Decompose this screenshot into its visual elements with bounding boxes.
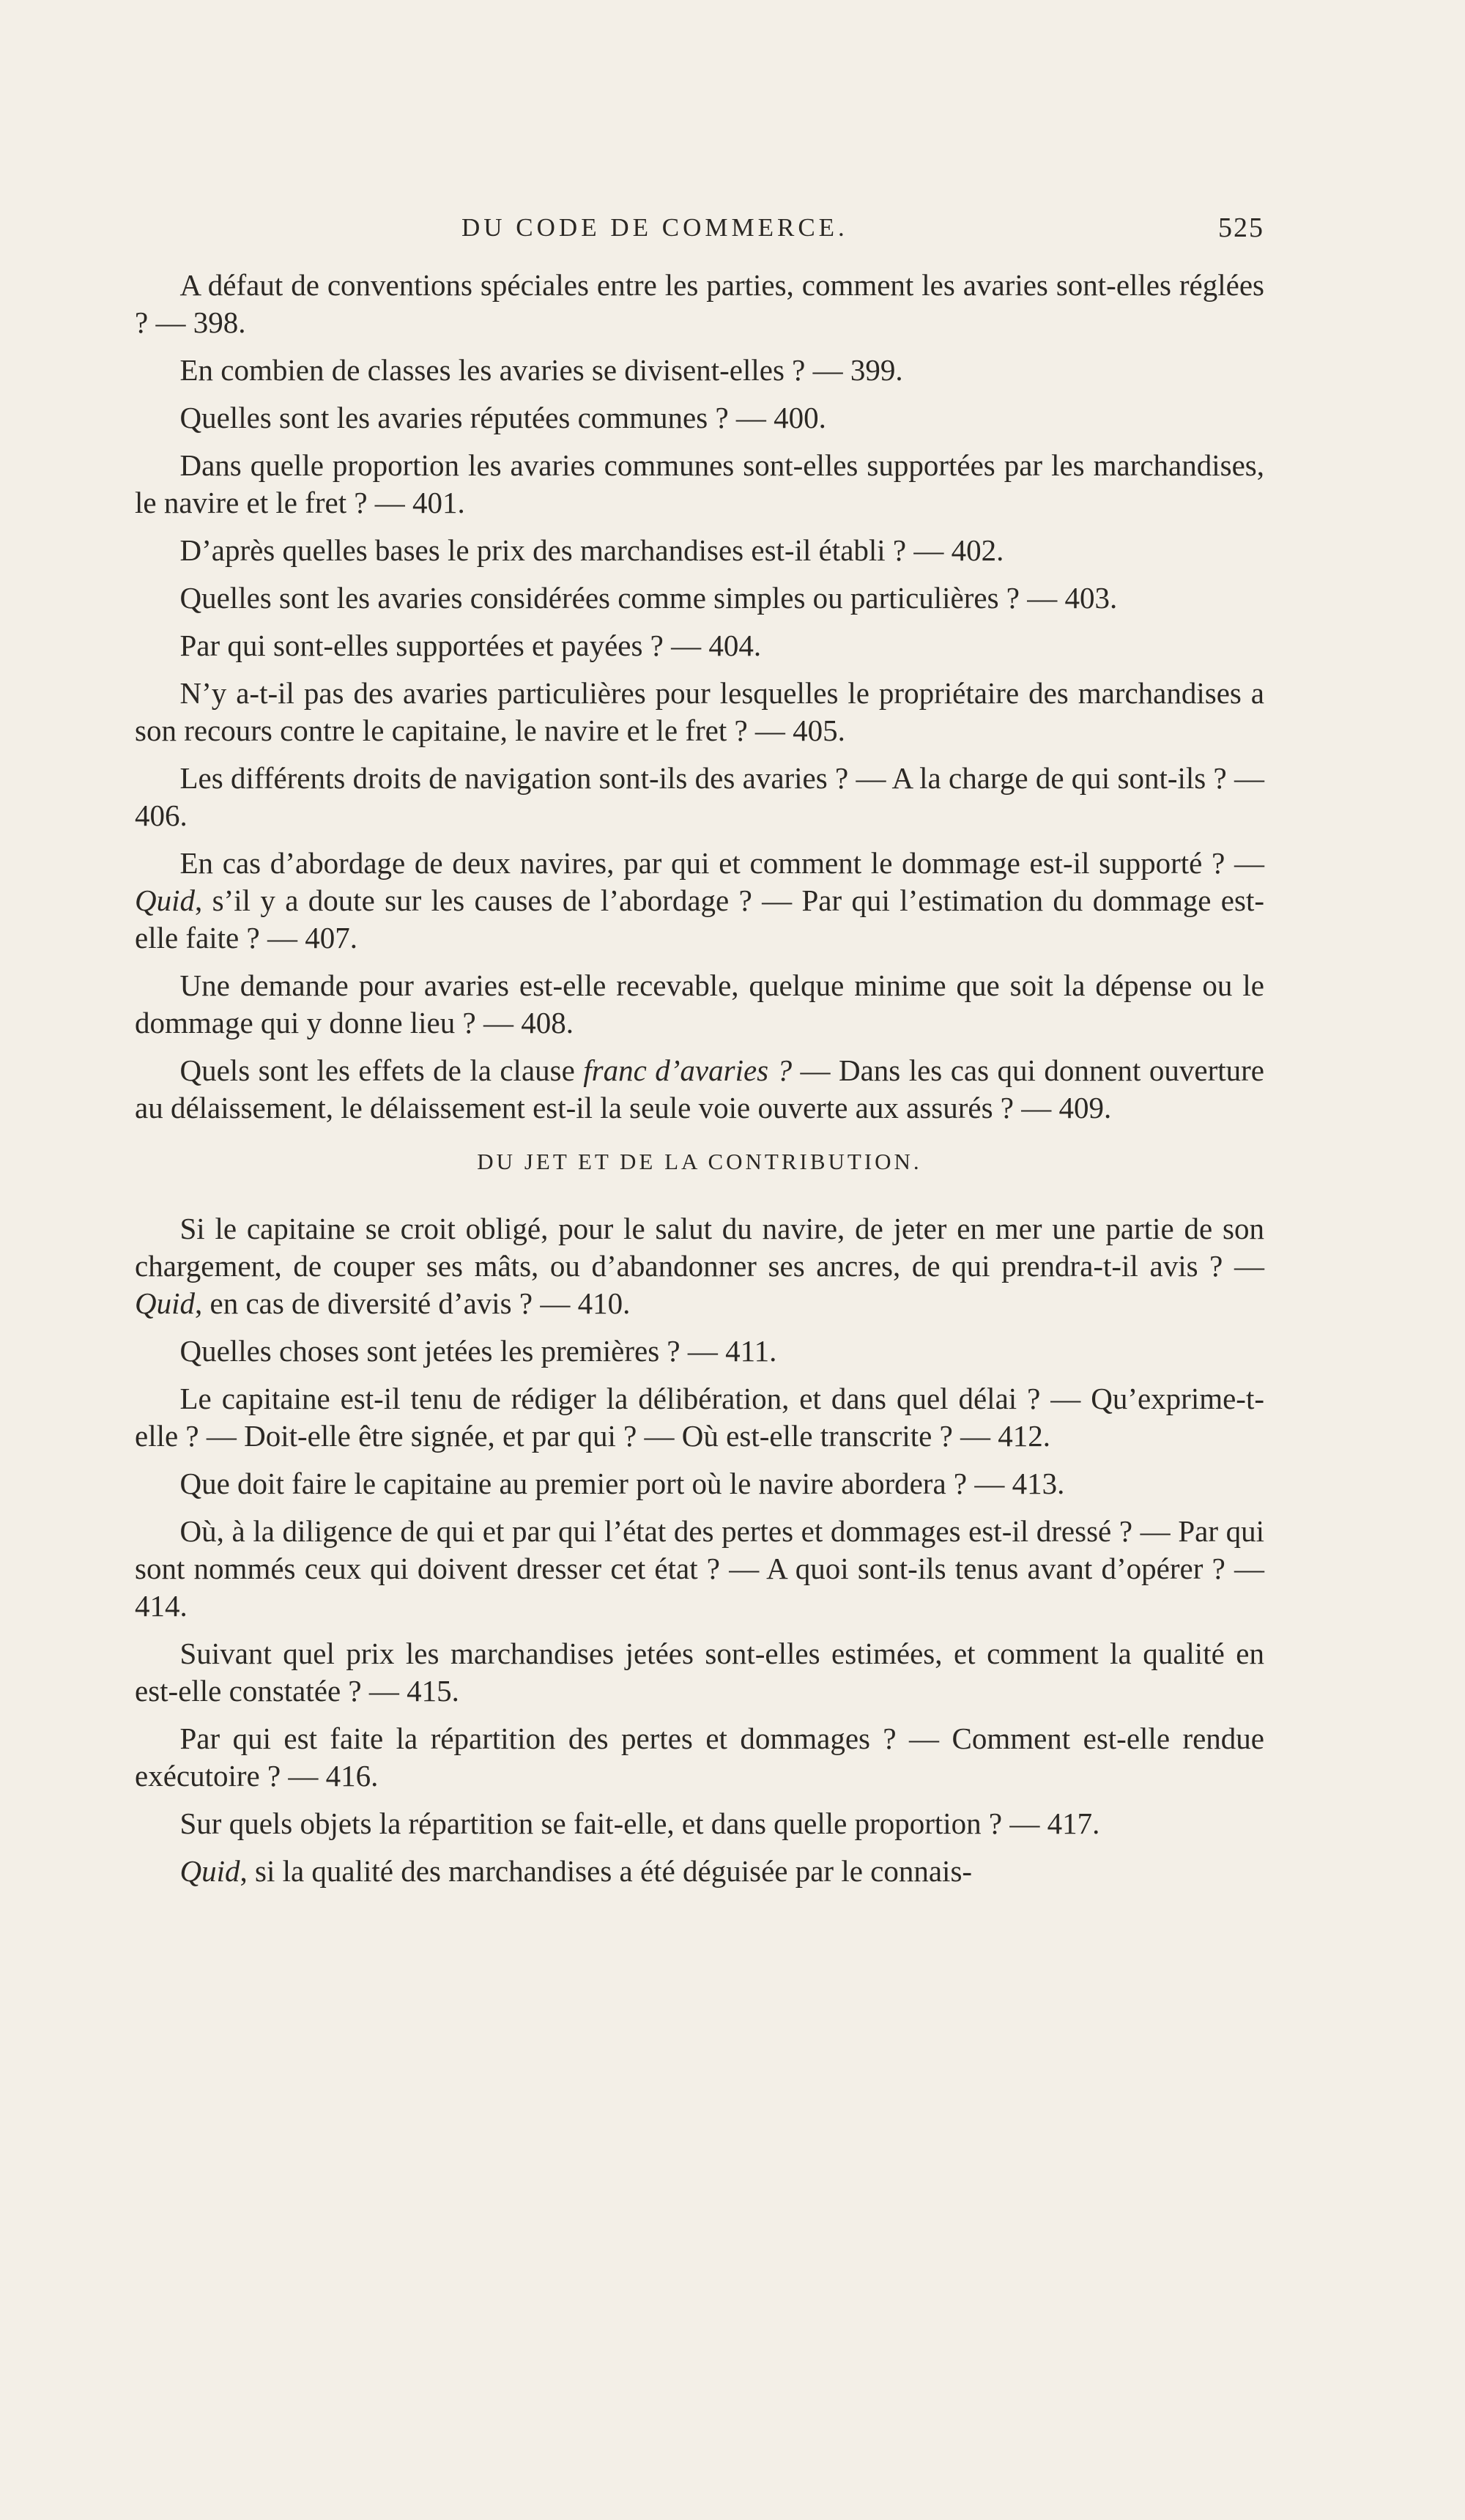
question-401: Dans quelle proportion les avaries communes sont-elles supportées par les marchandises, le navire et le fret ? — 401. <box>135 448 1264 519</box>
question-411: Quelles choses sont jetées les premières ? — 411. <box>179 1334 777 1368</box>
italic-quid: Quid <box>135 883 195 917</box>
question-399: En combien de classes les avaries se divisent-elles ? — 399. <box>179 353 903 387</box>
question-416: Par qui est faite la répartition des pertes et dommages ? — Comment est-elle rendue exécutoire ? — 416. <box>135 1722 1264 1793</box>
question-406: Les différents droits de navigation sont-ils des avaries ? — A la charge de qui sont-ils ? — 406. <box>135 761 1264 832</box>
question-418-partial: Quid, si la qualité des marchandises a été déguisée par le connais- <box>179 1854 973 1888</box>
running-head <box>135 210 1264 246</box>
italic-franc-d-avaries: franc d’avaries ? <box>583 1053 793 1087</box>
question-412: Le capitaine est-il tenu de rédiger la délibération, et dans quel délai ? — Qu’exprime-t-elle ? — Doit-elle être signée, et par qui ? — Où est-elle transcrite ? — 412. <box>135 1382 1264 1453</box>
question-408: Une demande pour avaries est-elle recevable, quelque minime que soit la dépense ou le dommage qui y donne lieu ? — 408. <box>135 968 1264 1040</box>
question-400: Quelles sont les avaries réputées communes ? — 400. <box>179 401 826 434</box>
question-410: Si le capitaine se croit obligé, pour le salut du navire, de jeter en mer une partie de son chargement, de couper ses mâts, ou d’abandonner ses ancres, de qui prendra-t-il avis ? — Quid, en cas de diversité d’avis ? — 410. <box>135 1212 1264 1320</box>
question-413: Que doit faire le capitaine au premier port où le navire abordera ? — 413. <box>179 1467 1065 1500</box>
question-404: Par qui sont-elles supportées et payées ? — 404. <box>179 629 762 662</box>
question-414: Où, à la diligence de qui et par qui l’état des pertes et dommages est-il dressé ? — Par qui sont nommés ceux qui doivent dresser cet état ? — A quoi sont-ils tenus avant d’opérer ? — 414. <box>135 1514 1264 1623</box>
question-398: A défaut de conventions spéciales entre les parties, comment les avaries sont-elles réglées ? — 398. <box>135 268 1264 339</box>
question-407: En cas d’abordage de deux navires, par qui et comment le dommage est-il supporté ? — Quid, s’il y a doute sur les causes de l’abordage ? — Par qui l’estimation du dommage est-elle faite ? — 407. <box>135 846 1264 955</box>
italic-quid: Quid <box>179 1854 240 1888</box>
italic-quid: Quid <box>135 1286 195 1320</box>
question-405: N’y a-t-il pas des avaries particulières pour lesquelles le propriétaire des marchandises a son recours contre le capitaine, le navire et le fret ? — 405. <box>135 676 1264 747</box>
section-heading: DU JET ET DE LA CONTRIBUTION. <box>477 1149 922 1174</box>
page-number: 525 <box>1218 212 1264 243</box>
question-403: Quelles sont les avaries considérées comme simples ou particulières ? — 403. <box>179 581 1118 615</box>
question-417: Sur quels objets la répartition se fait-elle, et dans quelle proportion ? — 417. <box>179 1806 1100 1840</box>
question-415: Suivant quel prix les marchandises jetées sont-elles estimées, et comment la qualité en est-elle constatée ? — 415. <box>135 1637 1264 1708</box>
running-title: DU CODE DE COMMERCE. <box>461 213 848 242</box>
question-402: D’après quelles bases le prix des marchandises est-il établi ? — 402. <box>179 533 1004 567</box>
question-409: Quels sont les effets de la clause franc d’avaries ? — Dans les cas qui donnent ouverture au délaissement, le délaissement est-il la seule voie ouverte aux assurés ? — 409. <box>135 1053 1264 1124</box>
body-text <box>135 267 1264 1900</box>
